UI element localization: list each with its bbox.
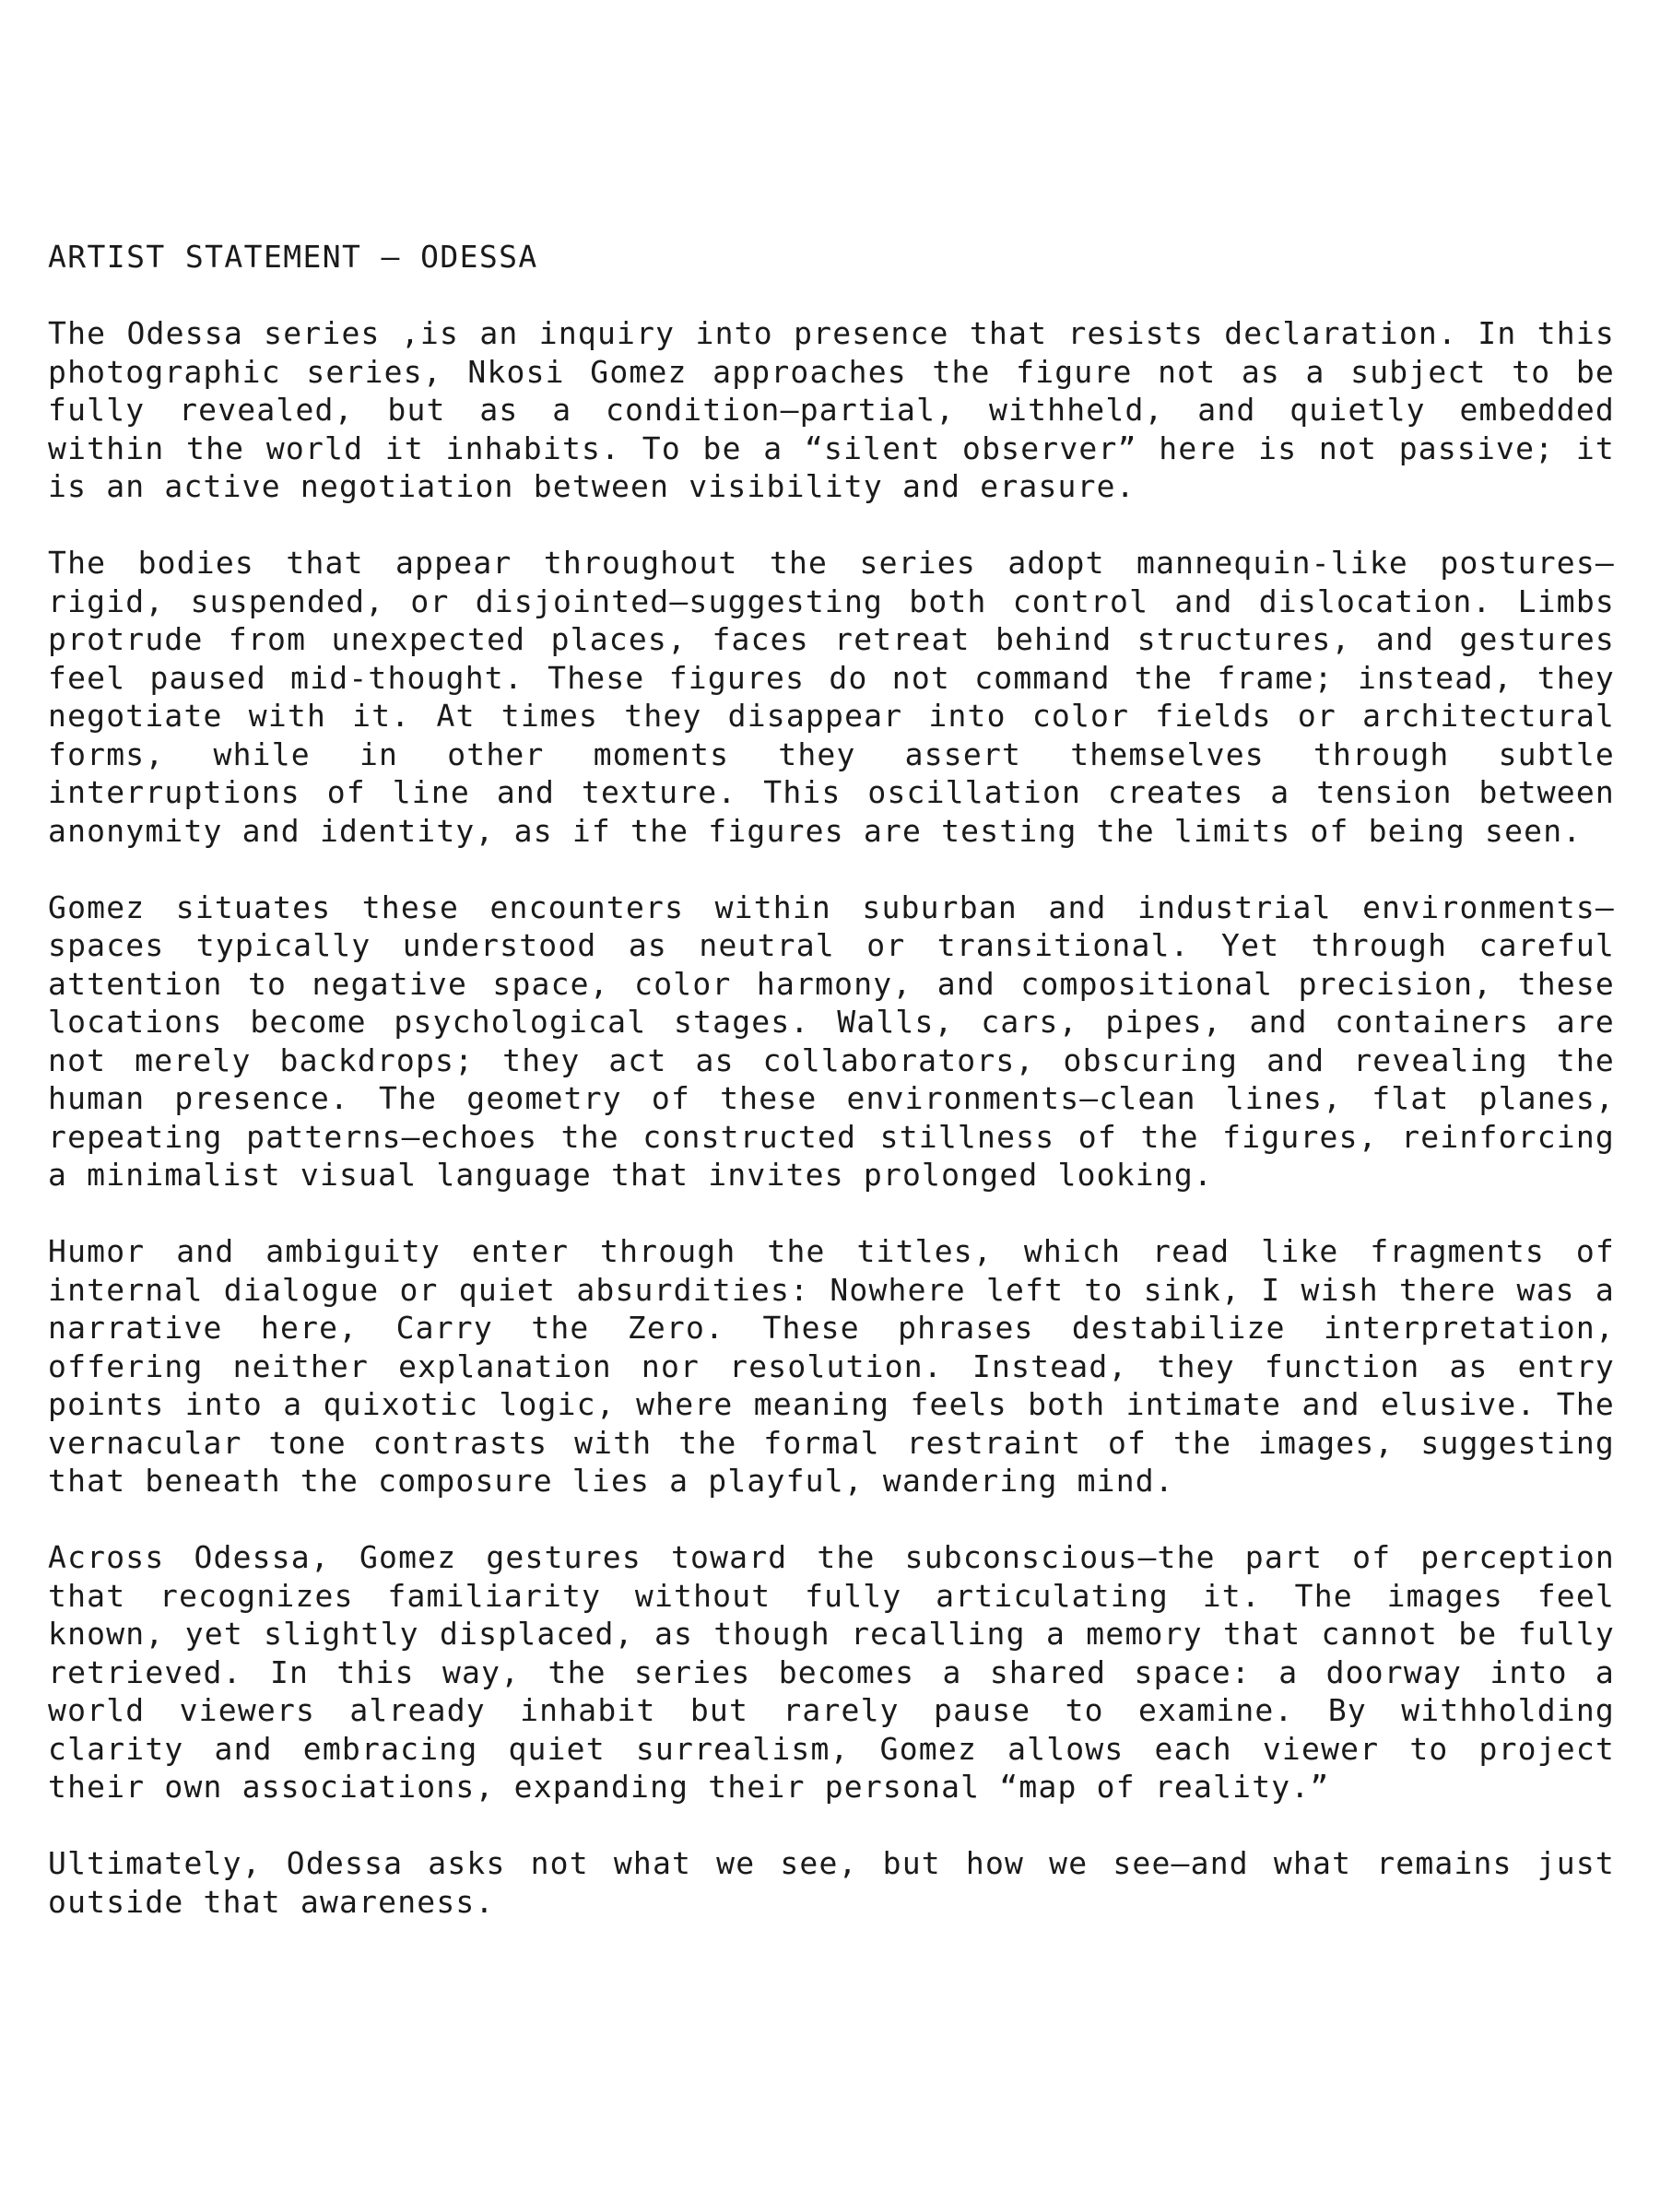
paragraph-intro: The Odessa series ,is an inquiry into presence that resists declaration. In this photographic series, Nkosi Gomez approaches the figure not as a subject to be fully revealed, but as a condition—partial, withheld, and quietly embedded within the world it inhabits. To be a “silent observer” here is not passive; it is an active negotiation between visibility and erasure. <box>48 315 1615 504</box>
paragraph-subconscious: Across Odessa, Gomez gestures toward the subconscious—the part of perception that recognizes familiarity without fully articulating it. The images feel known, yet slightly displaced, as though recalling a memory that cannot be fully retrieved. In this way, the series becomes a shared space: a doorway into a world viewers already inhabit but rarely pause to examine. By withholding clarity and embracing quiet surrealism, Gomez allows each viewer to project their own associations, expanding their personal “map of reality.” <box>48 1539 1615 1805</box>
paragraph-bodies: The bodies that appear throughout the series adopt mannequin-like postures—rigid, suspended, or disjointed—suggesting both control and dislocation. Limbs protrude from unexpected places, faces retreat behind structures, and gestures feel paused mid-thought. These figures do not command the frame; instead, they negotiate with it. At times they disappear into color fields or architectural forms, while in other moments they assert themselves through subtle interruptions of line and texture. This oscillation creates a tension between anonymity and identity, as if the figures are testing the limits of being seen. <box>48 545 1615 849</box>
document-title: ARTIST STATEMENT — ODESSA <box>48 239 538 275</box>
paragraph-conclusion: Ultimately, Odessa asks not what we see, but how we see—and what remains just outside that awareness. <box>48 1845 1615 1920</box>
paragraph-humor: Humor and ambiguity enter through the titles, which read like fragments of internal dialogue or quiet absurdities: Nowhere left to sink, I wish there was a narrative here, Carry the Zero. These phrases destabilize interpretation, offering neither explanation nor resolution. Instead, they function as entry points into a quixotic logic, where meaning feels both intimate and elusive. The vernacular tone contrasts with the formal restraint of the images, suggesting that beneath the composure lies a playful, wandering mind. <box>48 1233 1615 1499</box>
paragraph-environments: Gomez situates these encounters within suburban and industrial environments—spaces typically understood as neutral or transitional. Yet through careful attention to negative space, color harmony, and compositional precision, these locations become psychological stages. Walls, cars, pipes, and containers are not merely backdrops; they act as collaborators, obscuring and revealing the human presence. The geometry of these environments—clean lines, flat planes, repeating patterns—echoes the constructed stillness of the figures, reinforcing a minimalist visual language that invites prolonged looking. <box>48 888 1615 1193</box>
document-body <box>48 238 1615 1921</box>
